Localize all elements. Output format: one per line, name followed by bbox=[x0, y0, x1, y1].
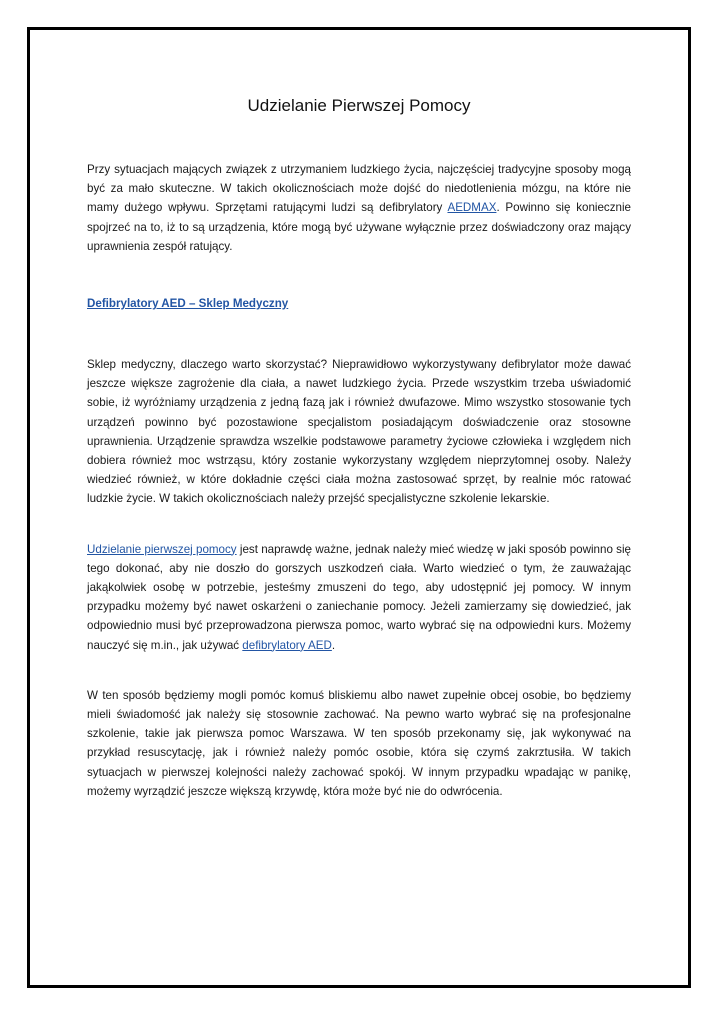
paragraph-first-aid bbox=[87, 540, 631, 655]
paragraph-shop: Sklep medyczny, dlaczego warto skorzystać? Nieprawidłowo wykorzystywany defibrylator może dawać jeszcze większe zagrożenie dla ciała, a nawet ludzkiego życia. Przede wszystkim trzeba uświadomić sobie, iż wyróżniamy urządzenia z jedną fazą jak i również dwufazowe. Mimo wszystko stosowanie tych urządzeń powinno być pozostawione specjalistom posiadającym doświadczenie oraz stosowne uprawnienia. Urządzenie sprawdza wszelkie podstawowe parametry życiowe człowieka i względem nich dobiera również moc wstrząsu, który zostanie wykorzystany względem nieprzytomnej osoby. Należy wiedzieć również, w które dokładnie części ciała można zastosować sprzęt, by realnie móc ratować ludzkie życie. W takich okolicznościach należy przejść specjalistyczne szkolenie lekarskie. bbox=[87, 358, 631, 506]
paragraph-first-aid-end: . bbox=[331, 638, 336, 652]
paragraph-first-aid-text: jest naprawdę ważne, jednak należy mieć wiedzę w jaki sposób powinno się tego dokonać, aby nie doszło do gorszych uszkodzeń ciała. Warto wiedzieć o tym, że zauważając jakąkolwiek osobę w potrzebie, jesteśmy zmuszeni do tego, aby udostępnić jej pomocy. W innym przypadku możemy być nawet oskarżeni o zaniechanie pomocy. Jeżeli zamierzamy się dowiedzieć, jak odpowiednio musi być przeprowadzona pierwsza pomoc, warto wybrać się na odpowiedni kurs. Możemy nauczyć się m.in., jak używać bbox=[87, 542, 631, 652]
aed-defibrillators-link[interactable]: defibrylatory AED bbox=[242, 638, 332, 652]
document-title: Udzielanie Pierwszej Pomocy bbox=[247, 96, 471, 115]
document-body bbox=[87, 96, 631, 801]
section-heading-wrapper bbox=[87, 294, 631, 313]
aedmax-link[interactable]: AEDMAX bbox=[447, 201, 497, 215]
first-aid-link[interactable]: Udzielanie pierwszej pomocy bbox=[87, 542, 237, 556]
paragraph-intro-text-end: . Powinno się koniecznie spojrzeć na to, iż to są urządzenia, które mogą być używane wyłącznie przez doświadczony oraz mający uprawnienia zespół ratujący. bbox=[87, 201, 631, 253]
paragraph-intro-text-start: Przy sytuacjach mających związek z utrzymaniem ludzkiego życia, najczęściej tradycyjne sposoby mogą być za mało skuteczne. W takich okolicznościach może dojść do niedotlenienia mózgu, na które nie mamy dużego wpływu. Sprzętami ratującymi ludzi są defibrylatory bbox=[87, 163, 631, 215]
paragraph-intro bbox=[87, 160, 631, 256]
section-heading-link[interactable]: Defibrylatory AED – Sklep Medyczny bbox=[87, 297, 289, 311]
paragraph-training: W ten sposób będziemy mogli pomóc komuś bliskiemu albo nawet zupełnie obcej osobie, bo będziemy mieli świadomość jak należy się stosownie zachować. Na pewno warto wybrać się na profesjonalne szkolenie, takie jak pierwsza pomoc Warszawa. W ten sposób przekonamy się, jak wykonywać na przykład resuscytację, jak i również należy pomóc osobie, która się czymś zakrztusiła. W takich sytuacjach w pierwszej kolejności należy zachować spokój. W innym przypadku wpadając w panikę, możemy wyrządzić jeszcze większą krzywdę, która może być nie do odwrócenia. bbox=[87, 688, 631, 798]
